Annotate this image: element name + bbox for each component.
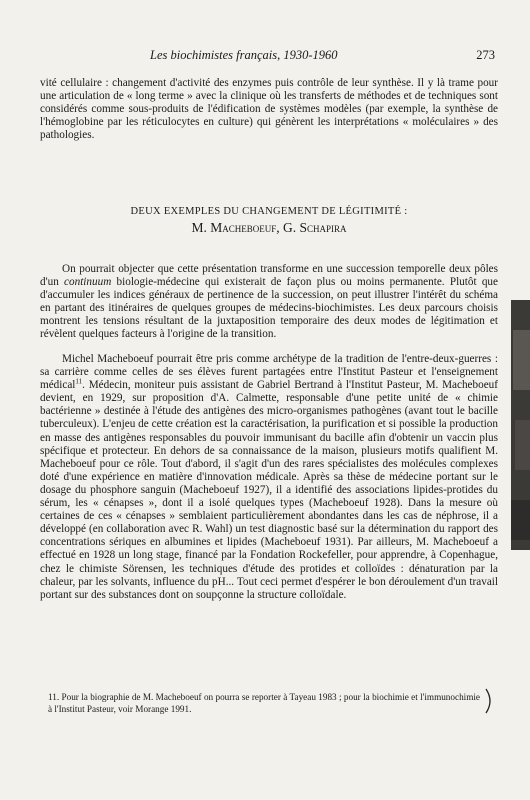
paragraph-segment: biologie-médecine qui existerait de façon plus ou moins permanente. Plutôt que d'accumuler les indices généraux de pertinence de la succession, on peut illustrer l'intérêt du schéma en partant des itinéraires de quelques groupes de médecins-biochimistes. Les deux parcours choisis montrent les tensions résultant de la juxtaposition temporaire des deux modes de légitimation et révèlent quelques facteurs à l'origine de la transition. bbox=[40, 276, 498, 341]
paragraph-text bbox=[40, 353, 498, 602]
paragraph-continuation bbox=[40, 77, 498, 142]
footnote-reference: 11 bbox=[75, 377, 83, 386]
section-heading-title: DEUX EXEMPLES DU CHANGEMENT DE LÉGITIMITÉ : bbox=[130, 206, 408, 217]
page-number: 273 bbox=[476, 48, 495, 62]
running-title: Les biochimistes français, 1930-1960 bbox=[150, 48, 338, 62]
section-heading bbox=[40, 206, 498, 236]
margin-bracket-mark bbox=[482, 688, 496, 714]
page-edge-object bbox=[507, 300, 530, 550]
paragraph-text: vité cellulaire : changement d'activité des enzymes puis contrôle de leur synthèse. Il y là trame pour une articulation de « long terme » avec la clinique où les transferts de méthodes et de techniques sont considérés comme sous-produits de l'édification de systèmes modèles (par exemple, la synthèse de l'hémoglobine par les réticulocytes en culture) qui génèrent les interprétations « moléculaires » des pathologies. bbox=[40, 77, 498, 142]
footnote: 11. Pour la biographie de M. Macheboeuf on pourra se reporter à Tayeau 1983 ; pour la biochimie et l'immunochimie à l'Institut Pasteur, voir Morange 1991. bbox=[48, 692, 480, 714]
paragraph-intro bbox=[40, 263, 498, 342]
paragraph-segment: On pourrait objecter que cette présentation transforme en une succession temporelle deux pôles d'un bbox=[40, 263, 498, 289]
italic-term: continuum bbox=[64, 276, 112, 289]
paragraph-segment: Michel Macheboeuf pourrait être pris comme archétype de la tradition de l'entre-deux-guerres : sa carrière comme celles de ses élèves furent partagées entre l'Institut Pasteur et l'enseignement médical bbox=[40, 353, 498, 392]
paragraph-macheboeuf bbox=[40, 353, 498, 602]
paragraph-segment: . Médecin, moniteur puis assistant de Gabriel Bertrand à l'Institut Pasteur, M. Macheboeuf devient, en 1929, sur proposition d'A. Calmette, responsable d'une petite unité de « chimie bactérienne » destinée à l'étude des antigènes des micro-organismes pathogènes (avant tout le bacille tuberculeux). L'enjeu de cette création est la caractérisation, la purification et si possible la production en masse des antigènes responsables du pouvoir immunisant du bacille afin d'obtenir un vaccin plus spécifique et protecteur. En dehors de sa connaissance de la maison, plusieurs motifs qualifient M. Macheboeuf pour ce rôle. Tout d'abord, il s'agit d'un des rares spécialistes des molécules complexes doté d'une expérience en matière d'innovation médicale. Après sa thèse de médecine portant sur le dosage du phosphore sanguin (Macheboeuf 1927), il a identifié des associations lipides-protides du sérum, les « cénapses », dont il a isolé quelques types (Macheboeuf 1928). Dans la mesure où certaines de ces « cénapses » semblaient particulièrement abondantes dans les cas de néphrose, il a développé (en collaboration avec R. Wahl) un test diagnostic basé sur la détermination du rapport des concentrations sériques en albumines et lipides (Macheboeuf 1931). Par ailleurs, M. Macheboeuf a effectué en 1928 un long stage, financé par la Fondation Rockefeller, pour apprendre, à Copenhague, chez le chimiste Sörensen, les techniques d'étude des protides et colloïdes : dénaturation par la chaleur, par les solvants, influence du pH... Tout ceci permet d'espérer le bon déroulement d'un travail portant sur des substances dont on soupçonne la structure colloïdale. bbox=[40, 379, 498, 601]
section-heading-names: M. Macheboeuf, G. Schapira bbox=[191, 220, 347, 235]
paragraph-text bbox=[40, 263, 498, 342]
